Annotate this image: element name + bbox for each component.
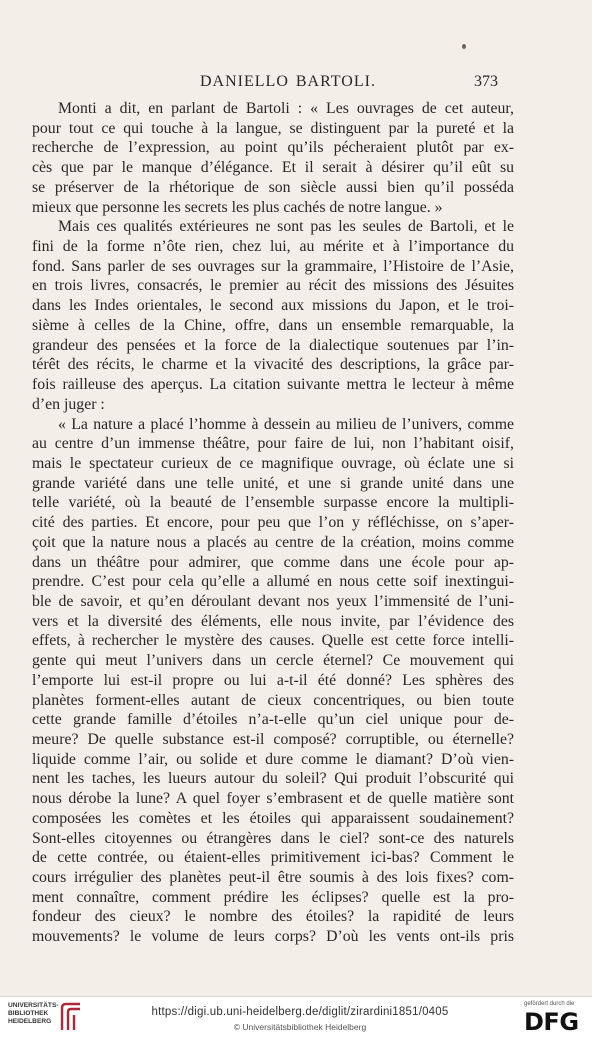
copyright-notice: © Universitätsbibliothek Heidelberg bbox=[233, 1022, 367, 1032]
text-line: Monti a dit, en parlant de Bartoli : « Les ouvrages de cet auteur, bbox=[58, 100, 514, 117]
running-head bbox=[0, 73, 592, 93]
text-line: de cette contrée, ou étaient-elles primitivement ici-bas? Comment le bbox=[32, 849, 514, 867]
funder-caption: gefördert durch die bbox=[524, 1001, 575, 1007]
library-name-line: UNIVERSITÄTS- bbox=[8, 1002, 59, 1009]
text-line: au centre d’un immense théâtre, pour faire de lui, non l’habitant oisif, bbox=[32, 435, 514, 453]
text-line: effets, à rechercher le mystère des causes. Quelle est cette force intelli- bbox=[32, 632, 514, 650]
ink-speck bbox=[462, 44, 466, 49]
text-line: grandeur des pensées et la force de la dialectique soutenues par l’in- bbox=[32, 336, 514, 354]
permalink-url[interactable]: https://digi.ub.uni-heidelberg.de/diglit/zirardini1851/0405 bbox=[151, 1006, 449, 1018]
text-line: grande variété dans une telle unité, et une si grande unité dans une bbox=[32, 474, 514, 492]
text-line: mouvements? le volume de leurs corps? D’où les vents ont-ils pris bbox=[32, 928, 514, 946]
text-line: mieux que personne les secrets les plus cachés de notre langue. » bbox=[32, 198, 443, 216]
text-line: l’emporte lui est-il propre ou lui a-t-il été donné? Les sphères des bbox=[32, 671, 514, 689]
body-text bbox=[32, 99, 514, 947]
text-line: vers et la diversité des éléments, elle nous invite, par l’évidence des bbox=[32, 612, 514, 630]
text-line: nent les taches, les lueurs autour du soleil? Qui produit l’obscurité qui bbox=[32, 770, 514, 788]
text-line: fois railleuse des aperçus. La citation suivante mettra le lecteur à même bbox=[32, 376, 514, 394]
text-line: en trois livres, consacrés, le premier au récit des missions des Jésuites bbox=[32, 277, 514, 295]
library-name-line: BIBLIOTHEK bbox=[8, 1010, 49, 1018]
text-line: prendre. C’est pour cela qu’elle a allumé en nous cette soif inextingui- bbox=[32, 573, 514, 591]
text-line: dans un théâtre pour admirer, que comme dans une école pour ap- bbox=[32, 553, 514, 571]
text-line: cité des parties. Et encore, pour peu que l’on y réfléchisse, on s’aper- bbox=[32, 514, 514, 532]
text-line: meure? De quelle substance est-il composé? corruptible, ou éternelle? bbox=[32, 731, 514, 748]
text-line: fondeur des cieux? le nombre des étoiles? la rapidité de leurs bbox=[32, 908, 514, 926]
running-head-title: DANIELLO BARTOLI. bbox=[200, 73, 376, 90]
text-line: dans les Indes orientales, le second aux missions du Japon, et le troi- bbox=[32, 297, 514, 315]
text-line: fond. Sans parler de ses ouvrages sur la grammaire, l’Histoire de l’Asie, bbox=[32, 257, 514, 275]
text-line: planètes forment-elles autant de cieux concentriques, ou bien toute bbox=[32, 691, 514, 709]
text-line: ment connaître, comment prédire les éclipses? quelle est la pro- bbox=[32, 888, 514, 906]
text-line: sième à celles de la Chine, offre, dans un ensemble remarquable, la bbox=[32, 316, 514, 334]
library-name bbox=[8, 1002, 64, 1027]
digitization-footer bbox=[0, 996, 592, 1039]
text-line: composées les comètes et les étoiles qui apparaissent soudainement? bbox=[32, 809, 514, 827]
library-name-line: HEIDELBERG bbox=[8, 1018, 52, 1026]
text-line: fini de la forme n’ôte rien, chez lui, au mérite et à l’importance du bbox=[32, 238, 514, 256]
text-line: cours irrégulier des planètes peut-il être soumis à des lois fixes? com- bbox=[32, 869, 514, 887]
text-line: d’en juger : bbox=[32, 395, 105, 413]
library-logo-icon bbox=[58, 1000, 84, 1034]
text-line: recherche de l’expression, au point qu’ils pécheraient plutôt par ex- bbox=[32, 139, 514, 157]
page-number: 373 bbox=[474, 73, 498, 90]
text-line: cès que par le manque d’élégance. Et il serait à désirer qu’il eût su bbox=[32, 159, 514, 177]
text-line: gente qui meut l’univers dans un cercle éternel? Ce mouvement qui bbox=[32, 652, 514, 670]
text-line: Mais ces qualités extérieures ne sont pas les seules de Bartoli, et le bbox=[58, 218, 514, 236]
text-line: çoit que la nature nous a placés au centre de la création, moins comme bbox=[32, 533, 514, 551]
text-line: nous dérobe la lune? A quel foyer s’embrasent et de quelle matière sont bbox=[32, 790, 514, 808]
dfg-logo: DFG bbox=[524, 1008, 579, 1036]
text-line: pour tout ce qui touche à la langue, se distinguent par la pureté et la bbox=[32, 119, 514, 137]
text-line: « La nature a placé l’homme à dessein au milieu de l’univers, comme bbox=[58, 415, 514, 433]
text-line: telle variété, où la beauté de l’ensemble surpasse encore la multipli- bbox=[32, 494, 514, 512]
text-line: ble de savoir, et qu’en déroulant devant nos yeux l’immensité de l’uni- bbox=[32, 592, 514, 610]
text-line: cette grande famille d’étoiles n’a-t-elle qu’un ciel unique pour de- bbox=[32, 711, 514, 729]
text-line: liquide comme l’air, ou solide et dure comme le diamant? D’où vien- bbox=[32, 750, 514, 768]
text-line: Sont-elles citoyennes ou étrangères dans le ciel? sont-ce des naturels bbox=[32, 829, 514, 847]
text-line: se préserver de la rhétorique de son siècle aussi bien qu’il posséda bbox=[32, 178, 514, 196]
text-line: mais le spectateur curieux de ce magnifique ouvrage, où éclate une si bbox=[32, 454, 514, 472]
text-line: térêt des récits, le charme et la vivacité des descriptions, la grâce par- bbox=[32, 356, 514, 374]
